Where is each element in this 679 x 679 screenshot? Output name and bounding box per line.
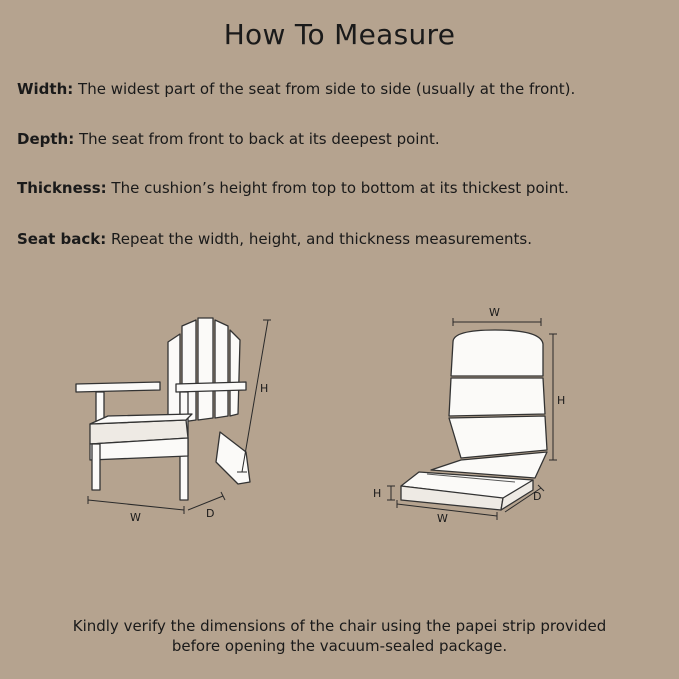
- chair-height-label: H: [260, 382, 269, 395]
- chair-height-dimension-line: [242, 320, 268, 472]
- thickness-definition: [17, 179, 667, 197]
- seat-back-description: Repeat the width, height, and thickness measurements.: [106, 230, 533, 248]
- chair-right-arm: [176, 382, 246, 392]
- depth-term: Depth:: [17, 130, 75, 148]
- cushion-width-label: W: [437, 512, 448, 525]
- thickness-term: Thickness:: [17, 179, 107, 197]
- chair-width-dimension-line: [88, 500, 184, 510]
- cushion-diagram: [365, 300, 580, 528]
- cushion-back-top-section: [451, 330, 543, 376]
- width-term: Width:: [17, 80, 74, 98]
- seat-back-term: Seat back:: [17, 230, 107, 248]
- chair-left-arm: [76, 382, 160, 392]
- page-title: How To Measure: [223, 18, 456, 51]
- cushion-back-middle-section: [449, 378, 545, 416]
- chair-depth-label: D: [206, 507, 215, 520]
- verification-note: [0, 616, 679, 656]
- cushion-height-label: H: [557, 394, 566, 407]
- adirondack-chair-diagram: [68, 312, 288, 532]
- width-definition: [17, 80, 667, 98]
- note-line-2: before opening the vacuum-sealed package.: [171, 637, 508, 655]
- width-description: The widest part of the seat from side to side (usually at the front).: [73, 80, 576, 98]
- chair-width-label: W: [130, 511, 141, 524]
- note-line-1: Kindly verify the dimensions of the chair using the papei strip provided: [72, 617, 607, 635]
- cushion-back-lower-section: [449, 416, 547, 458]
- seat-back-definition: [17, 230, 667, 248]
- depth-description: The seat from front to back at its deepest point.: [74, 130, 440, 148]
- chair-left-front-leg: [92, 444, 100, 490]
- thickness-description: The cushion’s height from top to bottom at its thickest point.: [106, 179, 569, 197]
- cushion-top-width-label: W: [489, 306, 500, 319]
- depth-definition: [17, 130, 667, 148]
- cushion-thickness-label: H: [373, 487, 382, 500]
- cushion-depth-label: D: [533, 490, 542, 503]
- chair-backrest: [168, 318, 240, 424]
